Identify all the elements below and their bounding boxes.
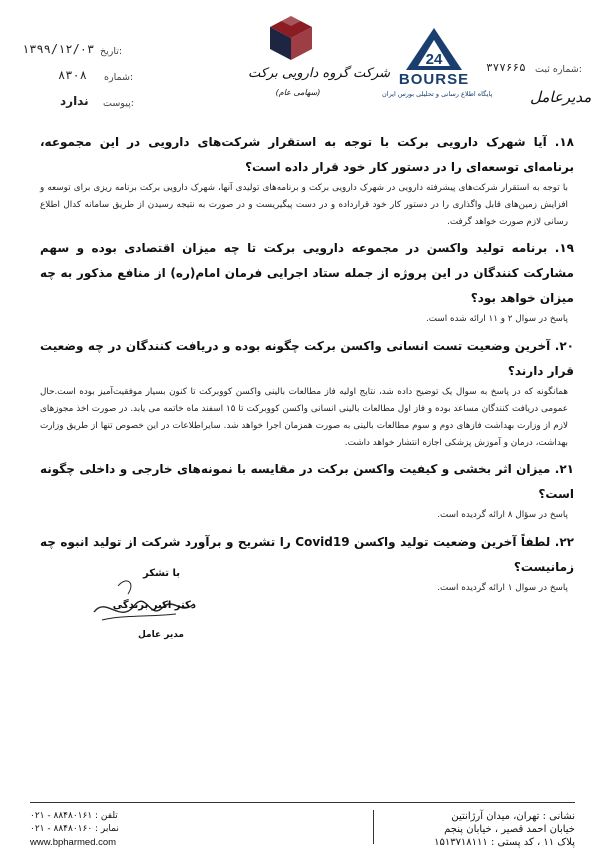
svg-text:24: 24 [425, 51, 443, 68]
bourse-tagline: پایگاه اطلاع رسانی و تحلیلی بورس ایران [382, 90, 493, 98]
answer-18: با توجه به استقرار شرکت‌های پیشرفته دارویی در شهرک دارویی برکت و برنامه‌های تولیدی آنها، شهرک دارویی برکت برنامه ریزی برای توسعه و افزایش زمین‌های قابل واگذاری را در دستور کار خود قرارداده و در دست پیگیریست و در صورت به نتیجه رسیدن از طریق سامانه کدال اطلاع رسانی لازم صورت خواهد گرفت. [40, 183, 568, 227]
signature-block [90, 568, 210, 646]
question-18: ۱۸. آیا شهرک دارویی برکت با توجه به استقرار شرکت‌های دارویی در این مجموعه، برنامه‌ای توسعه‌ای را در دستور کار خود قرار داده است؟ [40, 135, 574, 174]
registration-value: ۳۷۷۶۶۵ [486, 61, 526, 74]
qa-item [40, 236, 574, 328]
signatory-role: مدیر عامل [137, 630, 184, 640]
letter-footer [30, 802, 575, 850]
handwritten-title: مدیرعامل [530, 88, 592, 106]
answer-21: پاسخ در سؤال ۸ ارائه گردیده است. [437, 510, 568, 521]
answer-19: پاسخ در سوال ۲ و ۱۱ ارائه شده است. [425, 314, 568, 325]
letter-body [40, 130, 574, 603]
signature-thanks: با تشکر [143, 568, 180, 579]
attachment-value: ندارد [60, 94, 89, 108]
question-19: ۱۹. برنامه تولید واکسن در مجموعه دارویی برکت تا چه میزان اقتصادی بوده و سهم مشارکت کنندگان در این پروژه از جمله ستاد اجرایی فرمان امام(ره) از منافع مذکور به چه میزان خواهد بود؟ [40, 241, 574, 306]
footer-fax: نمابر : ۸۸۴۸۰۱۶۰ - ۰۲۱ [30, 824, 119, 834]
bourse-triangle-icon [406, 28, 462, 70]
registration-label: شماره ثبت: [535, 64, 582, 75]
footer-address [390, 810, 575, 849]
attachment-label: پیوست: [103, 98, 134, 109]
footer-phone: تلفن : ۸۸۴۸۰۱۶۱ - ۰۲۱ [30, 811, 118, 821]
question-20: ۲۰. آخرین وضعیت تست انسانی واکسن برکت چگونه بوده و دریافت کنندگان در چه وضعیت قرار دارند؟ [40, 339, 575, 379]
number-label: شماره: [104, 72, 134, 83]
question-22: ۲۲. لطفاً آخرین وضعیت تولید واکسن Covid19 را تشریح و برآورد شرکت از تولید انبوه چه زمانیست؟ [40, 535, 574, 575]
address-line: نشانی : تهران، میدان آرژانتین [451, 811, 575, 822]
company-logo [248, 14, 391, 106]
footer-contact [30, 810, 190, 849]
qa-item [40, 130, 574, 230]
footer-divider [30, 802, 575, 803]
qa-item [40, 457, 574, 524]
bourse-logo [382, 28, 493, 100]
signatory-name: دکتر اکبر برندگی [112, 600, 196, 611]
answer-20: همانگونه که در پاسخ به سوال یک توضیح داده شد، نتایج اولیه فاز مطالعات بالینی واکسن کووبرکت تا کنون بسیار موفقیت‌آمیز بوده است.حال عمومی دریافت کنندگان مساعد بوده و فاز اول مطالعات بالینی انسانی واکسن کووبرکت تا ۱۵ اسفند ماه خاتمه می یابد. در صورت اخذ مجوزهای لازم از وزارت بهداشت فازهای دوم و سوم مطالعات بالینی به صورت همزمان اجرا خواهد شد. سایراطلاعات در این خصوص تنها از طریق وزارت بهداشت، درمان و آموزش پزشکی اجازه انتشار خواهد داشت. [40, 387, 568, 448]
number-value: ۸۳۰۸ [58, 68, 87, 82]
answer-22: پاسخ در سوال ۱ ارائه گردیده است. [437, 583, 568, 594]
question-21: ۲۱. میزان اثر بخشی و کیفیت واکسن برکت در مقایسه با نمونه‌های خارجی و داخلی چگونه است؟ [40, 462, 574, 502]
date-label: تاریخ: [100, 46, 123, 57]
company-subtitle: (سهامی عام) [275, 88, 321, 97]
date-value: ۱۳۹۹/۱۲/۰۳ [22, 42, 95, 56]
bourse-wordmark: BOURSE [398, 71, 470, 88]
address-line: پلاک ۱۱ ، کد پستی : ۱۵۱۳۷۱۸۱۱۱ [434, 837, 575, 848]
company-name: شرکت گروه دارویی برکت [248, 66, 391, 81]
footer-website[interactable]: www.bpharmed.com [30, 837, 117, 848]
company-cube-icon [266, 14, 316, 62]
qa-item [40, 334, 574, 451]
address-line: خیابان احمد قصیر ، خیابان پنجم [444, 824, 575, 835]
footer-separator [373, 810, 374, 844]
